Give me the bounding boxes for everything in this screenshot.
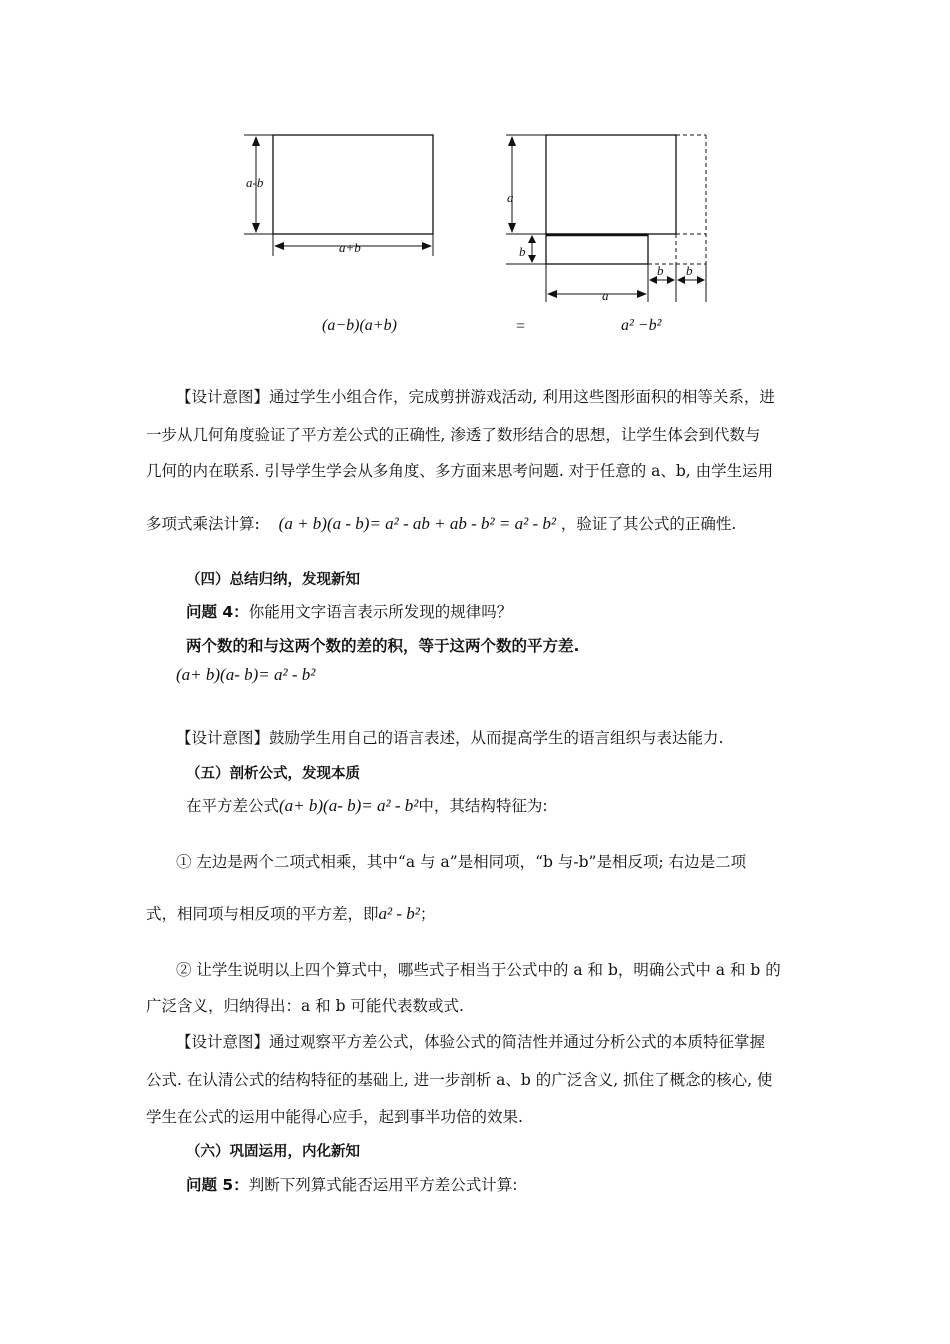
design-intent-1-line-3: 几何的内在联系. 引导学生学会从多角度、多方面来思考问题. 对于任意的 a、b, 由学生运用	[146, 462, 774, 480]
difference-of-squares-formula: (a+ b)(a- b)= a² - b²	[176, 665, 316, 684]
right-big-square	[546, 135, 676, 234]
item-1-line-2-suffix: ；	[419, 905, 436, 923]
label-b-bottom-1: b	[657, 263, 664, 278]
item-1-line-2	[146, 902, 806, 926]
design-intent-3-line-1: 【设计意图】通过观察平方差公式，体验公式的简洁性并通过分析公式的本质特征掌握	[176, 1033, 766, 1051]
label-a-vertical: a	[507, 190, 514, 205]
intro-prefix: 在平方差公式	[186, 797, 280, 815]
item-1-line-2-prefix: 式，相同项与相反项的平方差，即	[146, 905, 379, 923]
caption-left-formula: (a−b)(a+b)	[322, 317, 397, 334]
label-b-bottom-2: b	[686, 263, 693, 278]
section-5-heading: （五）剖析公式，发现本质	[186, 766, 360, 782]
question-5-text: 判断下列算式能否运用平方差公式计算:	[248, 1176, 518, 1194]
question-4-text: 你能用文字语言表示所发现的规律吗？	[248, 603, 513, 621]
item-1-line-1: ① 左边是两个二项式相乘，其中“a 与 a”是相同项，“b 与-b”是相反项; 右边是二项	[176, 853, 747, 871]
design-intent-2: 【设计意图】鼓励学生用自己的语言表述，从而提高学生的语言组织与表达能力.	[176, 729, 724, 747]
section-6-heading: （六）巩固运用，内化新知	[186, 1144, 360, 1160]
rule-statement: 两个数的和与这两个数的差的积，等于这两个数的平方差.	[186, 637, 580, 655]
label-a-bottom: a	[602, 288, 609, 303]
item-2-line-2: 广泛含义，归纳得出：a 和 b 可能代表数或式.	[146, 997, 464, 1015]
question-4-label: 问题 4：	[186, 603, 249, 621]
right-bottom-strip	[546, 234, 648, 264]
line4-prefix: 多项式乘法计算:	[146, 515, 260, 533]
section-4-heading: （四）总结归纳，发现新知	[186, 572, 360, 588]
question-4	[186, 600, 512, 622]
design-intent-3-line-3: 学生在公式的运用中能得心应手，起到事半功倍的效果.	[146, 1108, 523, 1126]
left-rectangle	[273, 135, 433, 234]
label-a-minus-b: a-b	[246, 175, 264, 190]
section-5-intro	[186, 794, 548, 816]
label-a-plus-b: a+b	[339, 240, 361, 255]
intro-formula: (a+ b)(a- b)= a² - b²	[279, 796, 419, 815]
line4-suffix: ，验证了其公式的正确性.	[560, 515, 737, 533]
design-intent-1-line-2: 一步从几何角度验证了平方差公式的正确性, 渗透了数形结合的思想，让学生体会到代数与	[146, 426, 761, 444]
multiplication-formula: (a + b)(a - b)= a² - ab + ab - b² = a² - b²	[278, 514, 556, 533]
design-intent-1-line-4	[146, 512, 806, 536]
question-5	[186, 1173, 517, 1195]
label-b-vertical: b	[519, 244, 526, 259]
caption-right-formula: a² −b²	[621, 317, 662, 334]
design-intent-3-line-2: 公式. 在认清公式的结构特征的基础上, 进一步剖析 a、b 的广泛含义, 抓住了概念的核心, 使	[146, 1071, 773, 1089]
item-1-formula: a² - b²	[378, 904, 420, 923]
intro-suffix: 中，其结构特征为:	[418, 797, 548, 815]
caption-equals: =	[516, 318, 526, 335]
item-2-line-1: ② 让学生说明以上四个算式中，哪些式子相当于公式中的 a 和 b，明确公式中 a 和 b 的	[176, 961, 781, 979]
design-intent-1-line-1: 【设计意图】通过学生小组合作，完成剪拼游戏活动, 利用这些图形面积的相等关系，进	[176, 388, 775, 406]
question-5-label: 问题 5：	[186, 1176, 249, 1194]
